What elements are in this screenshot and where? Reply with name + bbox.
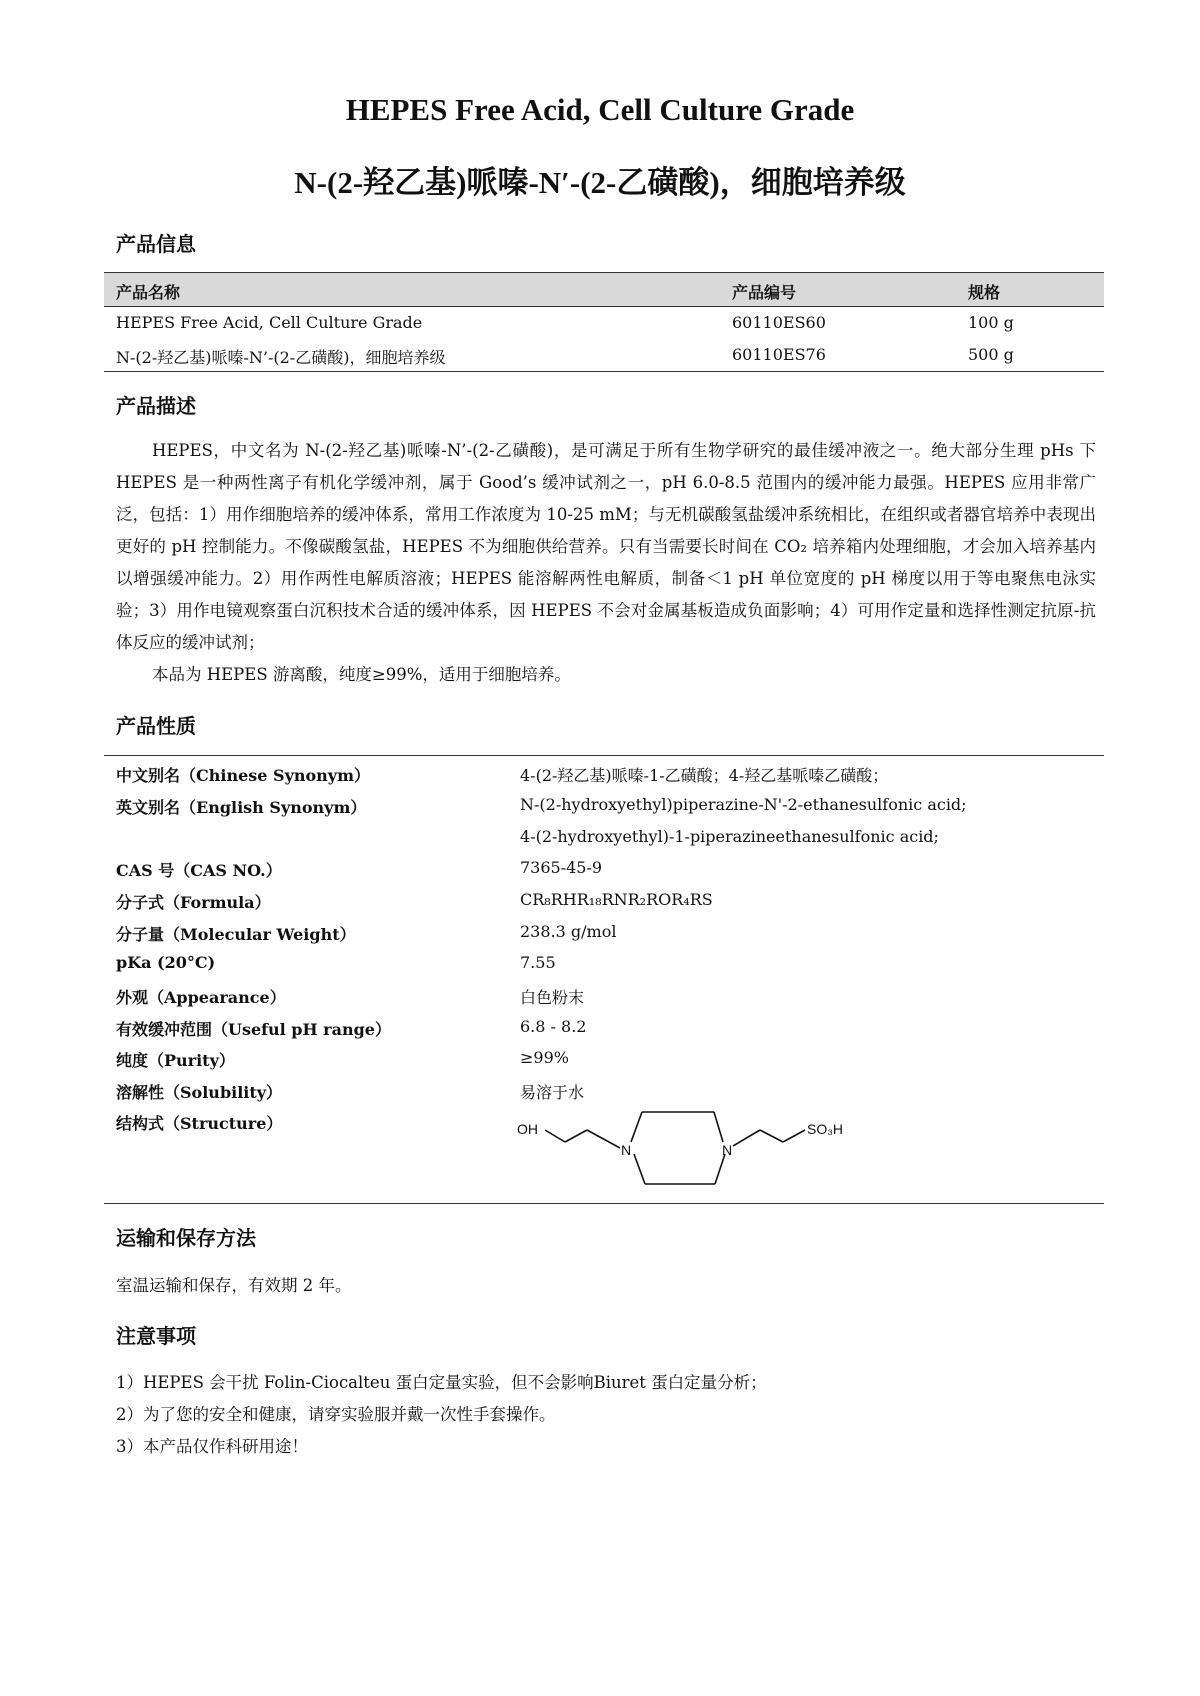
table-row-1-code: 60110ES60 bbox=[732, 313, 826, 332]
prop-value-cas: 7365-45-9 bbox=[520, 858, 603, 877]
table-header-code: 产品编号 bbox=[732, 283, 797, 302]
prop-value-solubility: 易溶于水 bbox=[520, 1083, 585, 1102]
table-row-1-spec: 100 g bbox=[968, 313, 1014, 332]
section-heading-description: 产品描述 bbox=[116, 394, 196, 418]
properties-top-rule bbox=[104, 755, 1104, 756]
note-item-3: 3）本产品仅作科研用途！ bbox=[116, 1437, 308, 1456]
prop-label-formula: 分子式（Formula） bbox=[116, 893, 271, 912]
prop-value-pka: 7.55 bbox=[520, 953, 556, 972]
structure-label-so3h: SO₃H bbox=[807, 1121, 844, 1137]
prop-value-chinese-synonym: 4-(2-羟乙基)哌嗪-1-乙磺酸；4-羟乙基哌嗪乙磺酸； bbox=[520, 766, 889, 785]
table-header-rule bbox=[104, 306, 1104, 307]
section-heading-storage: 运输和保存方法 bbox=[116, 1226, 256, 1250]
properties-bottom-rule bbox=[104, 1203, 1104, 1204]
table-row-2-code: 60110ES76 bbox=[732, 345, 826, 364]
table-header-name: 产品名称 bbox=[116, 283, 181, 302]
prop-value-appearance: 白色粉末 bbox=[520, 988, 585, 1007]
prop-value-english-synonym-1: N-(2-hydroxyethyl)piperazine-N'-2-ethanesulfonic acid; bbox=[520, 795, 967, 814]
hepes-structure-diagram bbox=[515, 1108, 875, 1192]
section-heading-notes: 注意事项 bbox=[116, 1324, 196, 1348]
prop-label-purity: 纯度（Purity） bbox=[116, 1051, 235, 1070]
section-heading-info: 产品信息 bbox=[116, 232, 196, 256]
storage-text: 室温运输和保存，有效期 2 年。 bbox=[116, 1276, 352, 1295]
prop-label-english-synonym: 英文别名（English Synonym） bbox=[116, 798, 367, 817]
prop-label-appearance: 外观（Appearance） bbox=[116, 988, 286, 1007]
structure-label-oh: OH bbox=[517, 1121, 538, 1137]
title-cn: N-(2-羟乙基)哌嗪-N′-(2-乙磺酸)，细胞培养级 bbox=[294, 165, 906, 200]
table-row-2-spec: 500 g bbox=[968, 345, 1014, 364]
prop-value-formula: CR₈RHR₁₈RNR₂ROR₄RS bbox=[520, 890, 713, 909]
prop-value-purity: ≥99% bbox=[520, 1048, 569, 1067]
table-header bbox=[104, 273, 1104, 306]
prop-label-molecular-weight: 分子量（Molecular Weight） bbox=[116, 925, 356, 944]
description-paragraph-1: HEPES，中文名为 N-(2-羟乙基)哌嗪-N’-(2-乙磺酸)，是可满足于所有生物学研究的最佳缓冲液之一。绝大部分生理 pHs 下 HEPES 是一种两性离子有机化学缓冲剂，属于 Good’s 缓冲试剂之一，pH 6.0-8.5 范围内的缓冲能力最强。HEPES 应用非常广泛，包括：1）用作细胞培养的缓冲体系，常用工作浓度为 10-25 mM；与无机碳酸氢盐缓冲系统相比，在组织或者器官培养中表现出更好的 pH 控制能力。不像碳酸氢盐，HEPES 不为细胞供给营养。只有当需要长时间在 CO₂ 培养箱内处理细胞，才会加入培养基内以增强缓冲能力。2）用作两性电解质溶液；HEPES 能溶解两性电解质，制备＜1 pH 单位宽度的 pH 梯度以用于等电聚焦电泳实验；3）用作电镜观察蛋白沉积技术合适的缓冲体系，因 HEPES 不会对金属基板造成负面影响；4）可用作定量和选择性测定抗原-抗体反应的缓冲试剂； bbox=[116, 441, 1096, 652]
structure-label-n2: N bbox=[722, 1142, 733, 1158]
prop-label-chinese-synonym: 中文别名（Chinese Synonym） bbox=[116, 766, 371, 785]
section-heading-properties: 产品性质 bbox=[116, 714, 196, 738]
description-paragraph-2: 本品为 HEPES 游离酸，纯度≥99%，适用于细胞培养。 bbox=[152, 665, 571, 684]
table-header-spec: 规格 bbox=[968, 283, 1001, 302]
prop-label-cas: CAS 号（CAS NO.） bbox=[116, 861, 282, 880]
description-text bbox=[116, 435, 1096, 691]
prop-value-english-synonym-2: 4-(2-hydroxyethyl)-1-piperazineethanesulfonic acid; bbox=[520, 827, 939, 846]
table-bottom-rule bbox=[104, 371, 1104, 372]
note-item-2: 2）为了您的安全和健康，请穿实验服并戴一次性手套操作。 bbox=[116, 1405, 556, 1424]
prop-label-pka: pKa (20°C) bbox=[116, 953, 216, 972]
note-item-1: 1）HEPES 会干扰 Folin-Ciocalteu 蛋白定量实验，但不会影响Biuret 蛋白定量分析； bbox=[116, 1373, 767, 1392]
prop-value-molecular-weight: 238.3 g/mol bbox=[520, 922, 617, 941]
title-en: HEPES Free Acid, Cell Culture Grade bbox=[345, 92, 855, 127]
prop-label-structure: 结构式（Structure） bbox=[116, 1114, 283, 1133]
structure-label-n1: N bbox=[621, 1142, 632, 1158]
prop-label-solubility: 溶解性（Solubility） bbox=[116, 1083, 283, 1102]
prop-value-ph-range: 6.8 - 8.2 bbox=[520, 1017, 587, 1036]
table-row-1-name: HEPES Free Acid, Cell Culture Grade bbox=[116, 313, 423, 332]
prop-label-ph-range: 有效缓冲范围（Useful pH range） bbox=[116, 1020, 391, 1039]
table-row-2-name: N-(2-羟乙基)哌嗪-N’-(2-乙磺酸)，细胞培养级 bbox=[116, 348, 446, 367]
